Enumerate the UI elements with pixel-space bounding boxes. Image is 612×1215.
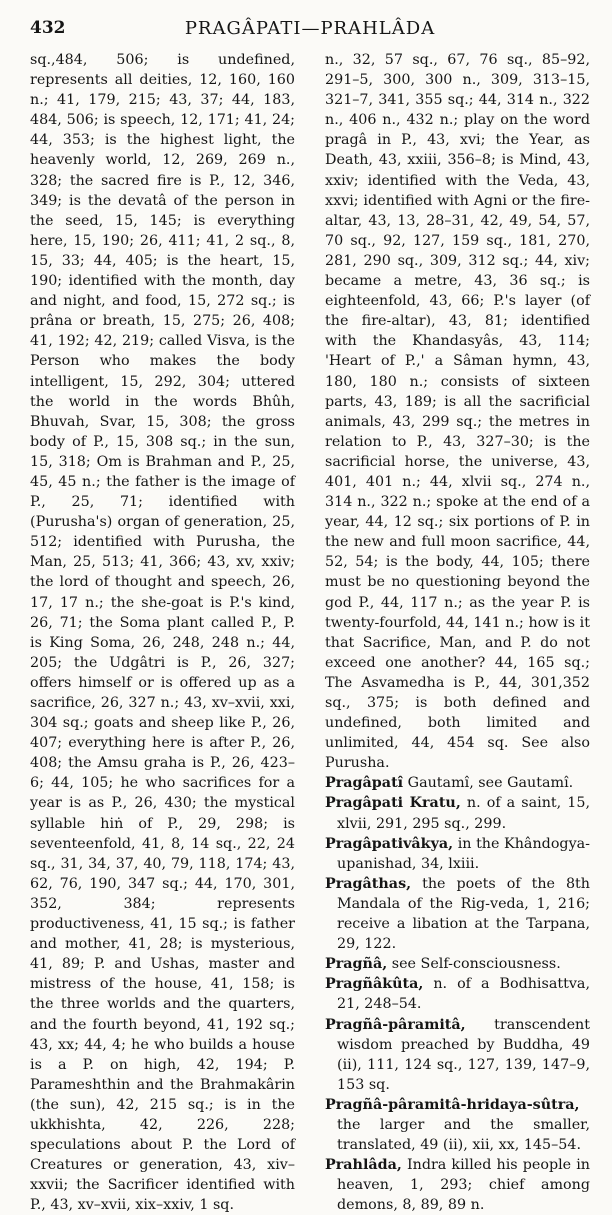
entry-heading: Pragâthas, [325,875,412,892]
index-entry [325,1015,590,1095]
entry-text: in the Khândogya-upanishad, 34, lxiii. [337,835,591,872]
entry-heading: Pragâpatî [325,775,404,792]
entry-text: see Self-consciousness. [391,956,561,973]
entry-text: n. of a Bodhisattva, 21, 248–54. [337,976,590,1013]
entry-heading: Pragñâ, [325,956,388,973]
entry-text: transcendent wisdom preached by Buddha, 49 (ii), 111, 124 sq., 127, 139, 147–9, 153 sq. [337,1016,590,1093]
index-entry [325,874,590,954]
entry-heading: Pragâpativâkya, [325,835,454,852]
entry-text: Indra killed his people in heaven, 1, 293; chief among demons, 8, 89, 89 n. [337,1157,590,1214]
index-entry [325,1155,590,1215]
running-head: PRAGÂPATI—PRAHLÂDA [184,18,436,39]
index-entry [325,1095,590,1155]
entry-text: the larger and the smaller, translated, 49 (ii), xii, xx, 145–54. [337,1116,590,1154]
right-column-intro: n., 32, 57 sq., 67, 76 sq., 85–92, 291–5, 300, 300 n., 309, 313–15, 321–7, 341, 355 sq.; 44, 314 n., 322 n., 406 n., 432 n.; play on the word pragâ in P., 43, xvi; the Year, as Death, 43, xxiii, 356–8; is Mind, 43, xxiv; identified with the Veda, 43, xxvi; identified with Agni or the fire-altar, 43, 13, 28–31, 42, 49, 54, 57, 70 sq., 92, 127, 159 sq., 181, 270, 281, 290 sq., 309, 312 sq.; 44, xiv; became a metre, 43, 36 sq.; is eighteenfold, 43, 66; P.'s layer (of the fire-altar), 43, 81; identified with the Khandasyâs, 43, 114; 'Heart of P.,' a Sâman hymn, 43, 180, 180 n.; consists of sixteen parts, 43, 189; is all the sacrificial animals, 43, 299 sq.; the metres in relation to P., 43, 327–30; is the sacrificial horse, the universe, 43, 401, 401 n.; 44, xlvii sq., 274 n., 314 n., 322 n.; spoke at the end of a year, 44, 12 sq.; six portions of P. in the new and full moon sacrifice, 44, 52, 54; is the body, 44, 105; there must be no questioning beyond the god P., 44, 117 n.; as the year P. is twenty-fourfold, 44, 141 n.; how is it that Sacrifice, Man, and P. do not exceed one another? 44, 165 sq.; The Asvamedha is P., 44, 301,352 sq., 375; is both defined and undefined, both limited and unlimited, 44, 454 sq. See also Purusha. [325,52,590,772]
entry-text: the poets of the 8th Mandala of the Rig-veda, 1, 216; receive a libation at the Tarpana, 29, 122. [337,875,590,953]
index-entry [325,974,590,1014]
index-entry [325,954,590,974]
index-entry [325,773,590,793]
entry-heading: Prahlâda, [325,1157,402,1174]
page-number: 432 [30,18,66,38]
left-column-text: sq.,484, 506; is undefined, represents all deities, 12, 160, 160 n.; 41, 179, 215; 43, 37; 44, 183, 484, 506; is speech, 12, 171; 41, 24; 44, 353; is the highest light, the heavenly world, 12, 269, 269 n., 328; the sacred fire is P., 12, 346, 349; is the devatâ of the person in the seed, 15, 145; is everything here, 15, 190; 26, 411; 41, 2 sq., 8, 15, 33; 44, 405; is the heart, 15, 190; identified with the month, day and night, and food, 15, 272 sq.; is prâna or breath, 15, 275; 26, 408; 41, 192; 42, 219; called Visva, is the Person who makes the body intelligent, 15, 292, 304; uttered the world in the words Bhûh, Bhuvah, Svar, 15, 308; the gross body of P., 15, 308 sq.; in the sun, 15, 318; Om is Brahman and P., 25, 45, 45 n.; the father is the image of P., 25, 71; identified with (Purusha's) organ of generation, 25, 512; identified with Purusha, the Man, 25, 513; 41, 366; 43, xv, xxiv; the lord of thought and speech, 26, 17, 17 n.; the she-goat is P.'s kind, 26, 71; the Soma plant called P., P. is King Soma, 26, 248, 248 n.; 44, 205; the Udgâtri is P., 26, 327; offers himself or is offered up as a sacrifice, 26, 327 n.; 43, xv–xvii, xxi, 304 sq.; goats and sheep like P., 26, 407; everything here is after P., 26, 408; the Amsu graha is P., 26, 423–6; 44, 105; he who sacrifices for a year is as P., 26, 430; the mystical syllable hiṅ of P., 29, 298; is seventeenfold, 41, 8, 14 sq., 22, 24 sq., 31, 34, 37, 40, 79, 118, 174; 43, 62, 76, 190, 347 sq.; 44, 170, 301, 352, 384; represents productiveness, 41, 15 sq.; is father and mother, 41, 28; is mysterious, 41, 89; P. and Ushas, master and mistress of the house, 41, 158; is the three worlds and the quarters, and the fourth beyond, 41, 192 sq.; 43, xx; 44, 4; he who builds a house is a P. on high, 42, 194; P. Parameshthin and the Brahmakârin (the sun), 42, 215 sq.; is in the ukkhishta, 42, 226, 228; speculations about P. the Lord of Creatures or generation, 43, xiv–xxvii; the Sacrificer identified with P., 43, xv–xvii, xix–xxiv, 1 sq. [30,52,295,1214]
entry-text: n. of a saint, 15, xlvii, 291, 295 sq., 299. [337,795,591,832]
entry-heading: Pragñâ-pâramitâ-hridaya-sûtra, [325,1096,580,1113]
entry-heading: Pragñâkûta, [325,976,424,993]
page-header [30,18,590,46]
entry-text: Gautamî, see Gautamî. [407,775,574,792]
right-column [325,50,590,1215]
left-column [30,50,295,1215]
entry-heading: Pragñâ-pâramitâ, [325,1016,466,1033]
entry-heading: Pragâpati Kratu, [325,795,461,812]
index-entry [325,793,590,833]
index-entry [325,834,590,874]
